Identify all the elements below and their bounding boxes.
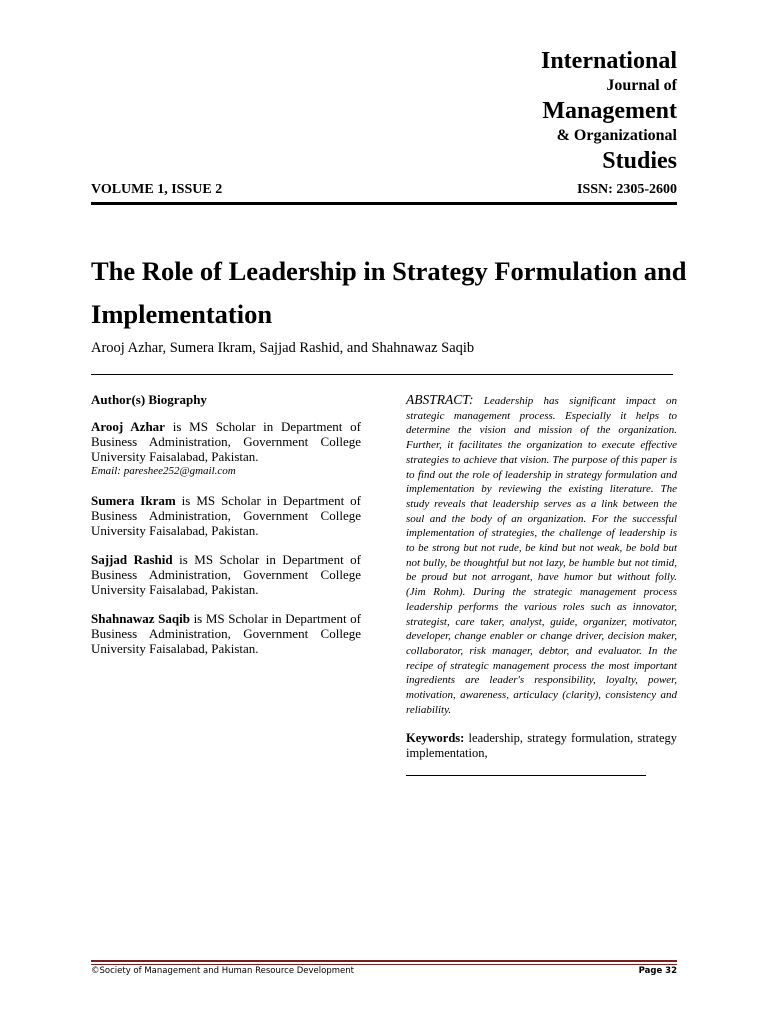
authors-divider: [91, 374, 673, 375]
biography-heading: Author(s) Biography: [91, 392, 207, 407]
paper-authors: Arooj Azhar, Sumera Ikram, Sajjad Rashid, and Shahnawaz Saqib: [91, 340, 475, 356]
abstract-text: Leadership has significant impact on strategic management process. Especially it helps to determine the vision and mission of the organization. Further, it facilitates the organization to execute effective strategies to achieve that vision. The purpose of this paper is to find out the role of leadership in strategy formulation and implementation by reviewing the existing literature. The study reveals that leadership serves as a link between the soul and the body of an organization. For the successful implementation of strategies, the challenge of leadership is to be strong but not rude, be kind but not weak, be bold but not bully, be thoughtful but not lazy, be humble but not timid, be proud but not arrogant, have humor but without folly. (Jim Rohm). During the strategic management process leadership performs the various roles such as innovator, strategist, care taker, analyst, guide, organizer, motivator, developer, change enabler or change driver, decision maker, collaborator, risk manager, debtor, and evaluator. In the recipe of strategic management process the most important ingredients are leader's responsibility, loyalty, power, motivation, awareness, articulacy (clarity), consistency and reliability.: [406, 395, 677, 716]
author-affiliation: is MS Scholar in Department of Business Administration, Government College University Faisalabad, Pakistan.: [91, 493, 362, 538]
author-affiliation: is MS Scholar in Department of Business Administration, Government College University Faisalabad, Pakistan.: [91, 552, 361, 597]
issn: ISSN: 2305-2600: [577, 182, 677, 197]
author-bio: [91, 611, 361, 656]
author-bio: [91, 493, 361, 538]
paper-title: The Role of Leadership in Strategy Formulation and Implementation: [91, 256, 687, 329]
footer-divider-thin: [91, 964, 677, 965]
author-affiliation: is MS Scholar in Department of Business Administration, Government College University Faisalabad, Pakistan.: [91, 419, 361, 464]
keywords-divider: [406, 775, 646, 776]
author-name: Shahnawaz Saqib: [91, 611, 190, 626]
abstract-column: [406, 393, 677, 776]
author-bio: [91, 419, 361, 479]
volume-issue: VOLUME 1, ISSUE 2: [91, 182, 223, 197]
keywords-label: Keywords:: [406, 731, 465, 746]
keywords-text: leadership, strategy formulation, strategy implementation,: [406, 731, 677, 761]
journal-name-line5: Studies: [602, 148, 677, 174]
author-name: Sajjad Rashid: [91, 552, 173, 567]
author-bio: [91, 552, 361, 597]
author-email: Email: pareshee252@gmail.com: [91, 465, 236, 477]
header-divider: [91, 202, 677, 205]
volume-row: [91, 182, 677, 198]
footer-divider: [91, 960, 677, 962]
abstract-paragraph: [406, 393, 677, 717]
journal-name-line3: Management: [542, 98, 677, 124]
author-affiliation: is MS Scholar in Department of Business Administration, Government College University Faisalabad, Pakistan.: [91, 611, 361, 656]
journal-name-line4: & Organizational: [556, 127, 677, 144]
footer-copyright: ©Society of Management and Human Resource Development: [91, 966, 354, 976]
author-name: Arooj Azhar: [91, 419, 165, 434]
journal-name-line2: Journal of: [606, 77, 677, 94]
keywords-paragraph: [406, 731, 677, 761]
author-name: Sumera Ikram: [91, 493, 176, 508]
biography-column: [91, 392, 361, 670]
journal-name-line1: International: [540, 48, 677, 74]
journal-masthead: [541, 46, 677, 176]
page-number: Page 32: [638, 966, 677, 976]
abstract-label: ABSTRACT:: [406, 392, 474, 407]
page-footer: [91, 966, 677, 976]
